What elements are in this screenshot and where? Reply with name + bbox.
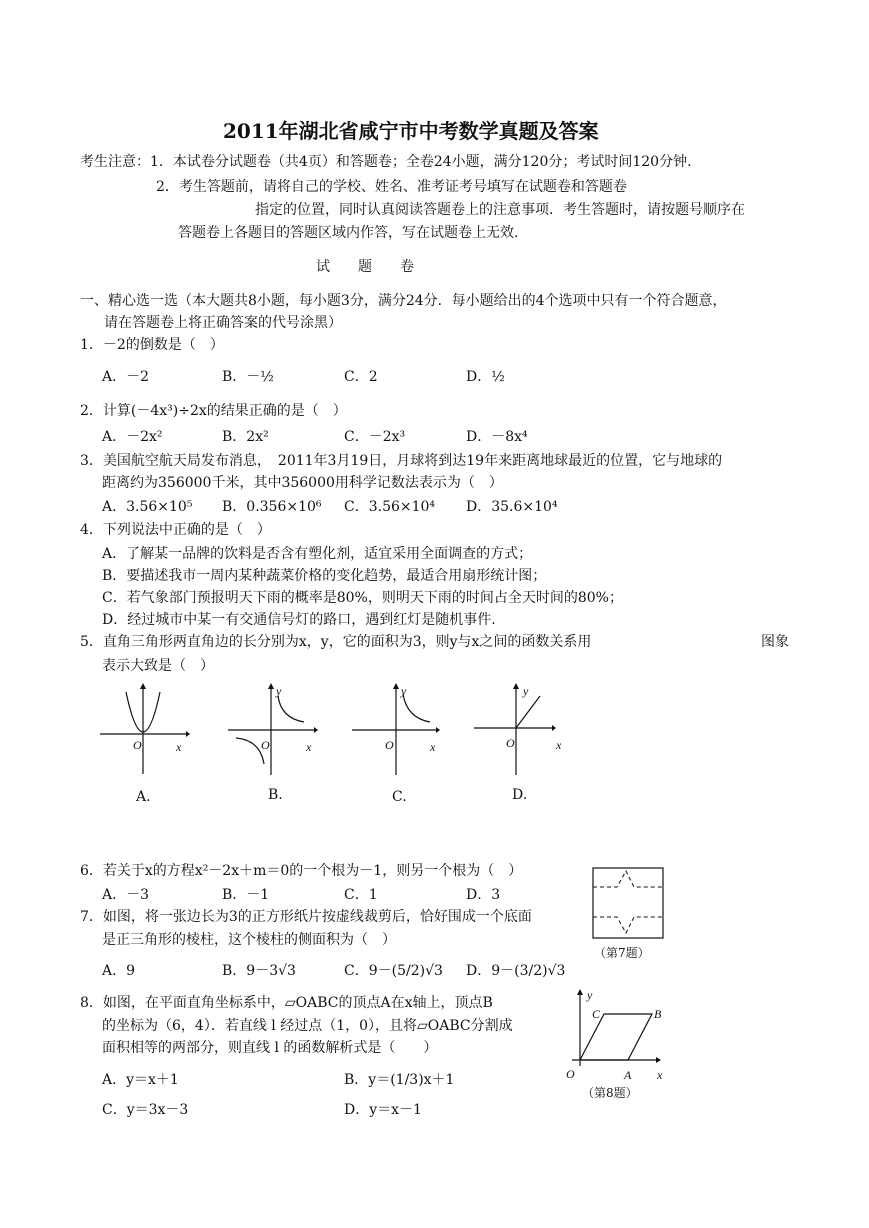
q8-caption: （第8题） [582,1086,638,1100]
q4-option-b: B．要描述我市一周内某种蔬菜价格的变化趋势，最适合用扇形统计图； [102,568,547,584]
q2-option-b: B．2x² [222,429,269,445]
q6-option-b: B．－1 [222,887,270,903]
q4-stem: 4．下列说法中正确的是（ ） [80,522,271,538]
q8-label-o: O [566,1067,575,1081]
q7-stem-2: 是正三角形的棱柱，这个棱柱的侧面积为（ ） [102,932,396,948]
q7-option-b: B．9－3√3 [222,963,296,979]
q5-graph-c [350,682,442,777]
q2-option-a: A．－2x² [102,429,163,445]
q5-stem-2: 表示大致是（ ） [102,658,214,674]
q8-option-d: D．y＝x－1 [344,1102,422,1118]
q5-c-y-label: y [401,684,407,698]
q8-stem-3: 面积相等的两部分，则直线 l 的函数解析式是（ ） [102,1040,438,1056]
q6-stem: 6．若关于x的方程x²－2x＋m＝0的一个根为－1，则另一个根为（ ） [80,863,523,879]
q4-option-d: D．经过城市中某一有交通信号灯的路口，遇到红灯是随机事件. [102,612,496,628]
q5-graph-a [98,682,190,777]
q2-option-d: D．－8x⁴ [466,429,528,445]
q5-graph-b [226,682,318,777]
q8-option-c: C．y＝3x－3 [102,1102,189,1118]
q8-label-y: y [587,988,593,1002]
q3-option-c: C．3.56×10⁴ [344,499,436,515]
q3-option-a: A．3.56×10⁵ [102,499,193,515]
q5-c-origin: O [385,738,394,752]
q5-d-x-label: x [556,738,562,752]
q1-option-c: C．2 [344,369,378,385]
q2-stem: 2．计算(－4x³)÷2x的结果正确的是（ ） [80,403,347,419]
q5-label-a: A. [136,789,151,805]
q5-label-d: D. [512,787,528,803]
q7-option-d: D．9－(3/2)√3 [466,963,566,979]
q5-a-x-label: x [176,740,182,754]
q6-option-c: C．1 [344,887,378,903]
q5-stem-1-tail: 图象 [761,634,789,650]
notice-line-4: 答题卷上各题目的答题区域内作答，写在试题卷上无效. [178,225,519,241]
q7-option-c: C．9－(5/2)√3 [344,963,443,979]
q1-stem: 1．－2的倒数是（ ） [80,337,224,353]
q6-option-d: D．3 [466,887,501,903]
q8-label-b: B [654,1007,662,1021]
q1-option-a: A．－2 [102,369,150,385]
q3-option-d: D．35.6×10⁴ [466,499,558,515]
q8-label-a: A [624,1068,632,1082]
q6-option-a: A．－3 [102,887,150,903]
q8-figure [566,988,666,1068]
section-heading-1: 一、精心选一选（本大题共8小题，每小题3分，满分24分．每小题给出的4个选项中只有一个符合题意， [80,293,727,309]
q1-option-d: D．½ [466,369,505,385]
q5-label-c: C. [392,789,407,805]
q8-label-x: x [657,1068,663,1082]
q8-stem-1: 8．如图，在平面直角坐标系中，▱OABC的顶点A在x轴上，顶点B [80,995,493,1011]
q5-stem-1: 5．直角三角形两直角边的长分别为x，y，它的面积为3，则y与x之间的函数关系用 [80,634,592,650]
q5-a-origin: O [133,738,142,752]
q7-option-a: A．9 [102,963,136,979]
q8-label-c: C [592,1007,601,1021]
q4-option-c: C．若气象部门预报明天下雨的概率是80%，则明天下雨的时间占全天时间的80%； [102,590,623,606]
q2-option-c: C．－2x³ [344,429,406,445]
q5-d-y-label: y [523,684,529,698]
q5-b-x-label: x [306,740,312,754]
q5-b-origin: O [261,738,270,752]
q3-stem-1: 3．美国航空航天局发布消息， 2011年3月19日，月球将到达19年来距离地球最近的位置，它与地球的 [80,453,723,469]
q8-option-b: B．y＝(1/3)x＋1 [344,1072,455,1088]
q3-stem-2: 距离约为356000千米，其中356000用科学记数法表示为（ ） [102,475,503,491]
q5-graph-d [472,682,564,777]
q8-stem-2: 的坐标为（6，4）．若直线 l 经过点（1，0），且将▱OABC分割成 [102,1018,513,1034]
paper-label: 试 题 卷 [316,259,414,275]
section-heading-2: 请在答题卷上将正确答案的代号涂黑） [104,315,342,331]
notice-line-1: 考生注意：1．本试卷分试题卷（共4页）和答题卷；全卷24小题，满分120分；考试时间120分钟. [80,154,692,170]
q5-label-b: B. [268,787,283,803]
q5-c-x-label: x [430,740,436,754]
q5-d-origin: O [506,736,515,750]
q7-caption: （第7题） [594,946,650,960]
q4-option-a: A．了解某一品牌的饮料是否含有塑化剂，适宜采用全面调查的方式； [102,546,533,562]
q8-option-a: A．y＝x＋1 [102,1072,179,1088]
q1-option-b: B．－½ [222,369,274,385]
q3-option-b: B．0.356×10⁶ [222,499,322,515]
page-title: 2011年湖北省咸宁市中考数学真题及答案 [223,119,599,143]
notice-line-3: 指定的位置，同时认真阅读答题卷上的注意事项．考生答题时，请按题号顺序在 [255,202,745,218]
q7-figure [592,867,664,939]
notice-line-2: 2．考生答题前，请将自己的学校、姓名、准考证考号填写在试题卷和答题卷 [156,179,627,195]
q5-b-y-label: y [276,684,282,698]
q7-stem-1: 7．如图，将一张边长为3的正方形纸片按虚线裁剪后，恰好围成一个底面 [80,909,532,925]
